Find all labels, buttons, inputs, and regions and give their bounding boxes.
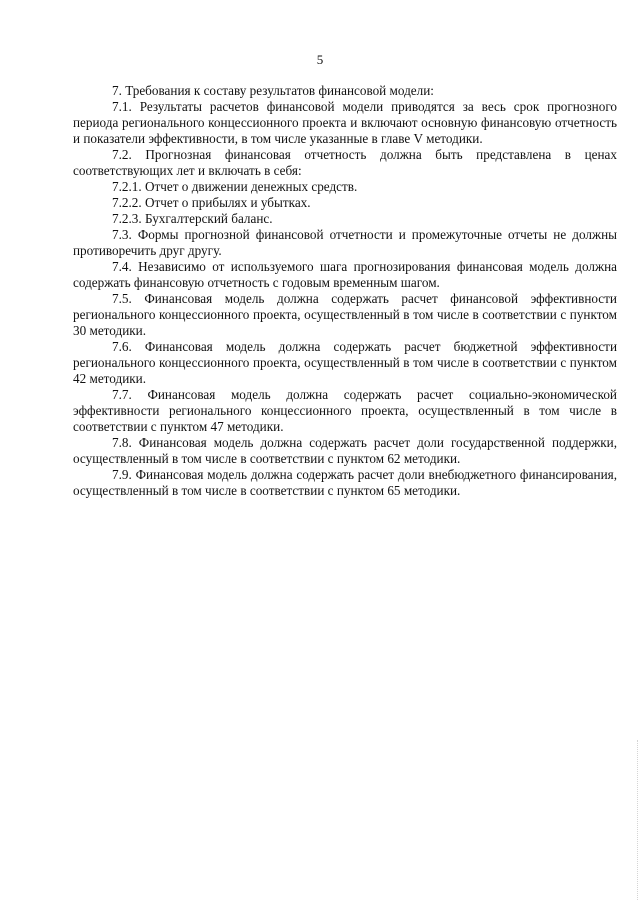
paragraph-7-8: 7.8. Финансовая модель должна содержать расчет доли государственной поддержки, осуществленный в том числе в соответствии с пунктом 62 методики. xyxy=(73,435,617,466)
section-heading: 7. Требования к составу результатов финансовой модели: xyxy=(112,83,434,98)
paragraph-7-1: 7.1. Результаты расчетов финансовой модели приводятся за весь срок прогнозного периода регионального концессионного проекта и включают основную финансовую отчетность и показатели эффективности, в том числе указанные в главе V методики. xyxy=(73,99,617,146)
paragraph-7-2-3: 7.2.3. Бухгалтерский баланс. xyxy=(112,211,273,226)
paragraph-7-9: 7.9. Финансовая модель должна содержать расчет доли внебюджетного финансирования, осуществленный в том числе в соответствии с пунктом 65 методики. xyxy=(73,467,617,498)
paragraph-7-2-2: 7.2.2. Отчет о прибылях и убытках. xyxy=(112,195,311,210)
paragraph-7-5: 7.5. Финансовая модель должна содержать расчет финансовой эффективности регионального концессионного проекта, осуществленный в том числе в соответствии с пунктом 30 методики. xyxy=(73,291,617,338)
scan-edge-mark xyxy=(633,740,638,900)
paragraph-7-3: 7.3. Формы прогнозной финансовой отчетности и промежуточные отчеты не должны противоречить друг другу. xyxy=(73,227,617,258)
paragraph-7-6: 7.6. Финансовая модель должна содержать расчет бюджетной эффективности регионального концессионного проекта, осуществленный в том числе в соответствии с пунктом 42 методики. xyxy=(73,339,617,386)
paragraph-7-7: 7.7. Финансовая модель должна содержать расчет социально-экономической эффективности регионального концессионного проекта, осуществленный в том числе в соответствии с пунктом 47 методики. xyxy=(73,387,617,434)
document-body xyxy=(73,83,617,499)
paragraph-7-2-1: 7.2.1. Отчет о движении денежных средств. xyxy=(112,179,358,194)
paragraph-7-2: 7.2. Прогнозная финансовая отчетность должна быть представлена в ценах соответствующих лет и включать в себя: xyxy=(73,147,617,178)
paragraph-7-4: 7.4. Независимо от используемого шага прогнозирования финансовая модель должна содержать финансовую отчетность с годовым временным шагом. xyxy=(73,259,617,290)
page-number: 5 xyxy=(316,52,324,67)
